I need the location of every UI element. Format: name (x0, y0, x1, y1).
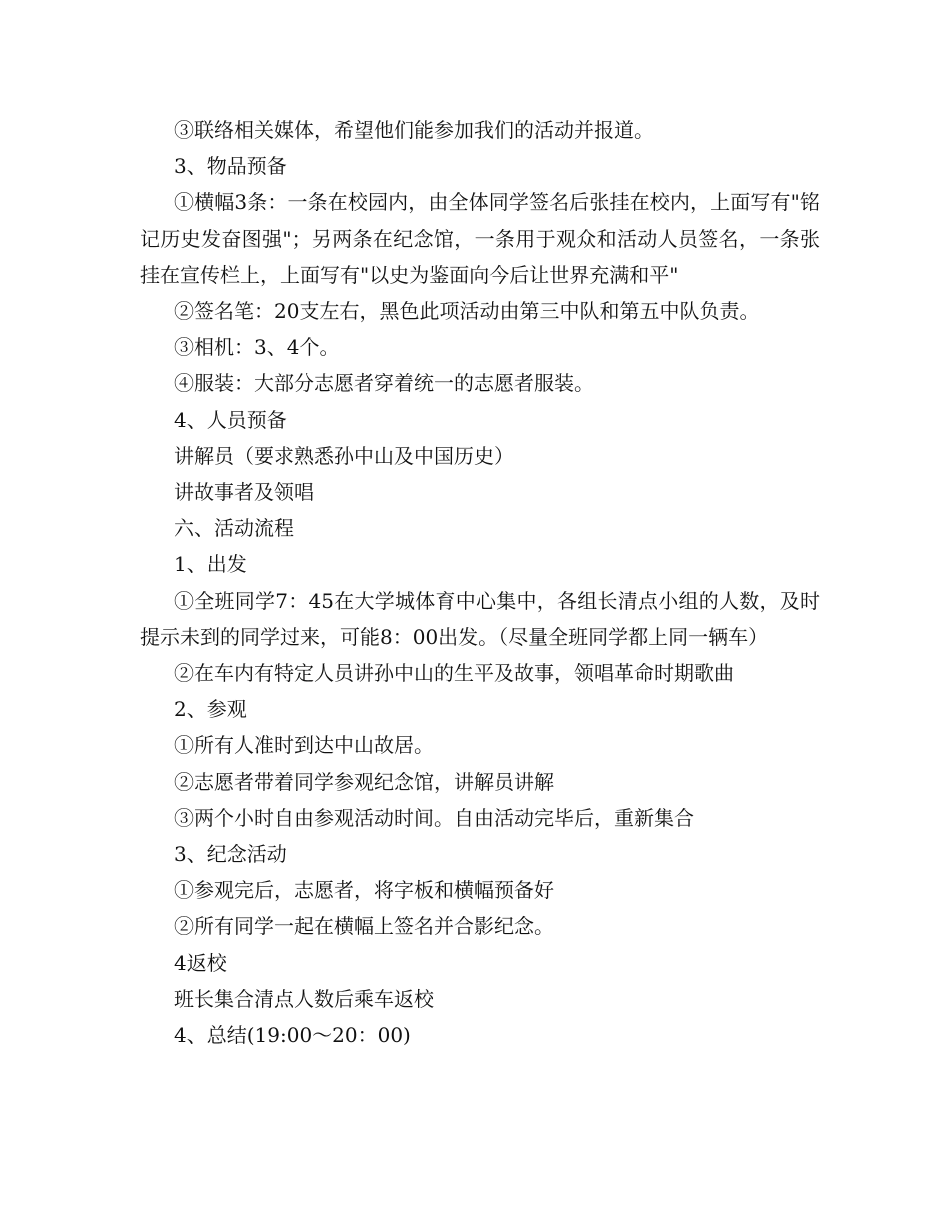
paragraph: ①参观完后，志愿者，将字板和横幅预备好 (174, 878, 554, 903)
section-heading: 2、参观 (174, 697, 247, 722)
paragraph: ③联络相关媒体，希望他们能参加我们的活动并报道。 (174, 118, 654, 142)
section-heading: 4返校 (174, 950, 227, 975)
paragraph: ①横幅3条：一条在校园内，由全体同学签名后张挂在校内，上面写有"铭记历史发奋图强"；另两条在纪念馆，一条用于观众和活动人员签名，一条张挂在宣传栏上，上面写有"以史为鉴面向今后让世界充满和平" (140, 190, 820, 287)
paragraph: ②所有同学一起在横幅上签名并合影纪念。 (174, 914, 554, 939)
paragraph: ③两个小时自由参观活动时间。自由活动完毕后，重新集合 (174, 805, 694, 830)
paragraph: ②签名笔：20支左右，黑色此项活动由第三中队和第五中队负责。 (174, 299, 760, 324)
paragraph: ③相机：3、4个。 (174, 335, 340, 360)
section-heading: 3、纪念活动 (174, 842, 287, 867)
paragraph: ①全班同学7：45在大学城体育中心集中，各组长清点小组的人数，及时提示未到的同学过来，可能8：00出发。（尽量全班同学都上同一辆车） (140, 588, 820, 649)
section-heading: 4、人员预备 (174, 407, 287, 432)
paragraph: ②在车内有特定人员讲孙中山的生平及故事，领唱革命时期歌曲 (174, 661, 734, 686)
section-heading: 1、出发 (174, 552, 247, 577)
paragraph: ①所有人准时到达中山故居。 (174, 733, 434, 758)
section-heading: 六、活动流程 (174, 516, 294, 541)
paragraph: ④服装：大部分志愿者穿着统一的志愿者服装。 (174, 371, 594, 396)
paragraph: 讲解员（要求熟悉孙中山及中国历史） (174, 443, 514, 468)
paragraph: 班长集合清点人数后乘车返校 (174, 986, 434, 1011)
section-heading: 4、总结(19:00～20：00) (174, 1023, 411, 1048)
section-heading: 3、物品预备 (174, 154, 287, 179)
document-body (140, 112, 820, 1053)
paragraph: 讲故事者及领唱 (174, 480, 314, 505)
paragraph: ②志愿者带着同学参观纪念馆，讲解员讲解 (174, 769, 554, 794)
